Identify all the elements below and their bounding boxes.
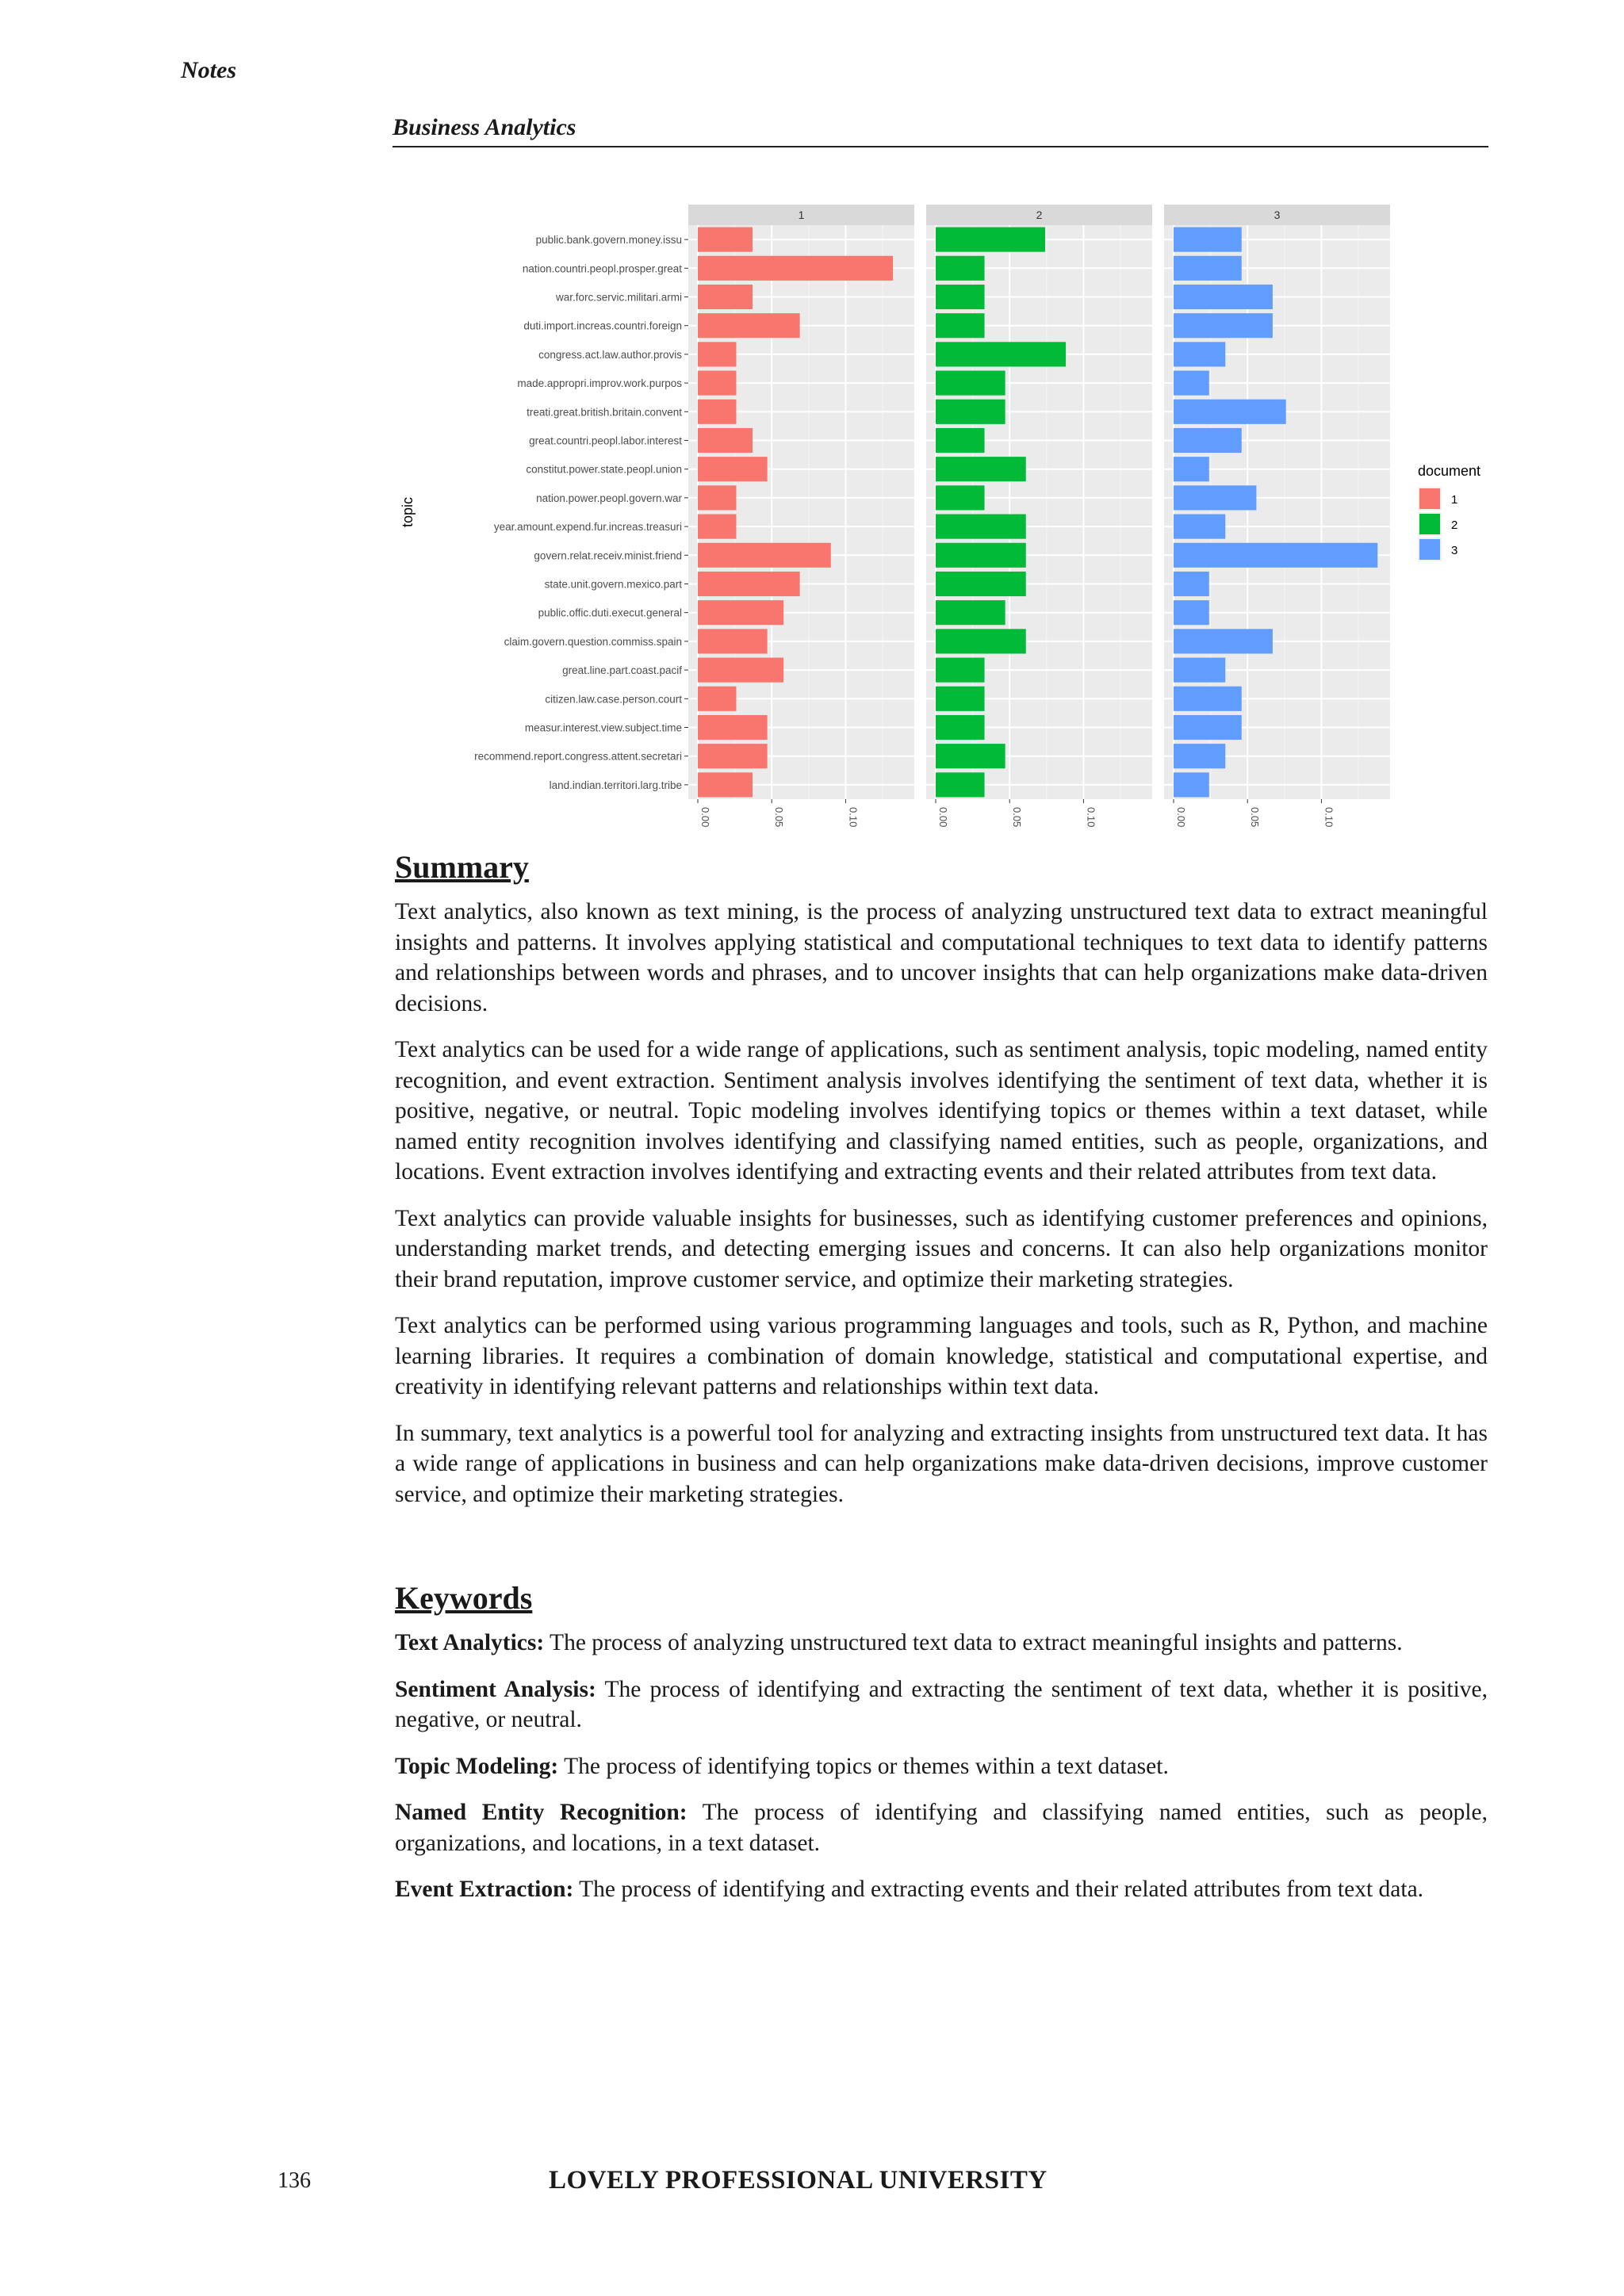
y-tick-label: made.appropri.improv.work.purpos: [517, 377, 682, 390]
bar: [698, 772, 753, 797]
y-tick-label: nation.countri.peopl.prosper.great: [522, 262, 682, 275]
y-tick-label: govern.relat.receiv.minist.friend: [534, 549, 682, 562]
bar: [1174, 457, 1209, 481]
y-axis-title: topic: [400, 496, 416, 528]
x-tick-label: 0.10: [1085, 807, 1097, 828]
bar: [1174, 715, 1242, 740]
x-tick-label: 0.05: [1011, 807, 1024, 828]
x-tick-label: 0.05: [773, 807, 786, 828]
y-tick-label: claim.govern.question.commiss.spain: [504, 635, 682, 648]
bar: [1174, 285, 1273, 309]
facet-label: 2: [1036, 209, 1043, 221]
summary-paragraph-1: Text analytics, also known as text mining, is the process of analyzing unstructured text data to extract meaningful insights and patterns. It involves applying statistical and computational techniques to text data to identify patterns and relationships between words and phrases, and to uncover insights that can help organizations make data-driven decisions.: [395, 899, 1488, 1016]
keyword-definition: The process of identifying topics or themes within a text dataset.: [558, 1753, 1169, 1779]
bar: [1174, 485, 1256, 510]
bar: [698, 457, 768, 481]
legend-label: 2: [1451, 519, 1458, 532]
y-tick-label: recommend.report.congress.attent.secretari: [474, 750, 682, 763]
bar: [698, 629, 768, 653]
bar: [936, 256, 985, 281]
bar: [698, 371, 736, 396]
y-tick-label: citizen.law.case.person.court: [545, 693, 682, 706]
bar: [936, 772, 985, 797]
y-tick-label: great.line.part.coast.pacif: [562, 664, 682, 677]
y-tick-label: land.indian.territori.larg.tribe: [549, 779, 682, 791]
keyword-entry: [395, 1797, 1488, 1858]
bar: [698, 485, 736, 510]
bar: [936, 572, 1026, 596]
bar: [698, 228, 753, 252]
keyword-definition: The process of identifying and extracting events and their related attributes from text data.: [573, 1877, 1424, 1902]
x-tick-label: 0.10: [847, 807, 860, 828]
bar: [698, 428, 753, 453]
x-tick-label: 0.00: [1175, 807, 1187, 828]
legend-label: 1: [1451, 493, 1458, 507]
y-tick-label: treati.great.british.britain.convent: [527, 406, 682, 419]
keyword-term: Topic Modeling:: [395, 1753, 559, 1779]
keyword-entry: [395, 1874, 1488, 1905]
keyword-term: Sentiment Analysis:: [395, 1676, 596, 1702]
y-tick-label: war.forc.servic.militari.armi: [555, 291, 682, 304]
y-tick-label: duti.import.increas.countri.foreign: [523, 320, 682, 332]
bar: [1174, 572, 1209, 596]
bar: [936, 658, 985, 683]
panel-background: [926, 225, 1152, 799]
bar: [936, 400, 1005, 424]
bar: [1174, 371, 1209, 396]
bar: [936, 342, 1066, 366]
panel-background: [1164, 225, 1390, 799]
keyword-definition: The process of identifying and classifying named entities, such as people, organizations, and locations, in a text dataset.: [395, 1800, 1488, 1856]
running-title: Business Analytics: [393, 114, 1488, 147]
y-tick-label: public.offic.duti.execut.general: [538, 607, 682, 619]
bar: [936, 228, 1045, 252]
bar: [1174, 342, 1225, 366]
keyword-entry: [395, 1674, 1488, 1735]
bar: [698, 400, 736, 424]
bar: [936, 428, 985, 453]
bar: [936, 744, 1005, 768]
footer-university: LOVELY PROFESSIONAL UNIVERSITY: [549, 2166, 1048, 2195]
bar: [698, 715, 768, 740]
bar: [698, 744, 768, 768]
y-tick-label: year.amount.expend.fur.increas.treasuri: [493, 521, 682, 534]
bar: [1174, 629, 1273, 653]
bar: [1174, 744, 1225, 768]
keyword-term: Named Entity Recognition:: [395, 1800, 688, 1825]
legend-swatch: [1419, 539, 1440, 560]
summary-heading: Summary: [395, 849, 529, 885]
bar: [1174, 543, 1377, 568]
y-tick-label: nation.power.peopl.govern.war: [536, 492, 682, 504]
bar: [698, 285, 753, 309]
bar: [936, 715, 985, 740]
x-tick-label: 0.05: [1249, 807, 1262, 828]
bar: [1174, 228, 1242, 252]
panel-background: [688, 225, 914, 799]
margin-notes-label: Notes: [181, 57, 236, 83]
y-tick-label: measur.interest.view.subject.time: [524, 721, 682, 734]
bar: [1174, 256, 1242, 281]
bar: [936, 457, 1026, 481]
y-tick-label: state.unit.govern.mexico.part: [544, 578, 682, 591]
topic-document-bar-chart: [381, 189, 1507, 847]
legend-label: 3: [1451, 544, 1458, 557]
keyword-entry: [395, 1628, 1488, 1659]
y-tick-label: constitut.power.state.peopl.union: [526, 463, 682, 476]
x-tick-label: 0.10: [1323, 807, 1335, 828]
y-tick-label: congress.act.law.author.provis: [538, 348, 682, 361]
legend-title: document: [1418, 463, 1481, 479]
y-tick-label: public.bank.govern.money.issu: [535, 234, 682, 247]
summary-paragraph-2: Text analytics can be used for a wide range of applications, such as sentiment analysis, topic modeling, named entity recognition, and event extraction. Sentiment analysis involves identifying the sentiment of text data, whether it is positive, negative, or neutral. Topic modeling involves identifying topics or themes within a text dataset, while named entity recognition involves identifying and classifying named entities, such as people, organizations, and locations. Event extraction involves identifying and extracting events and their related attributes from text data.: [395, 1037, 1488, 1184]
bar: [1174, 428, 1242, 453]
bar: [936, 600, 1005, 625]
keyword-term: Text Analytics:: [395, 1630, 545, 1655]
bar: [936, 285, 985, 309]
bar: [698, 515, 736, 539]
bar: [698, 313, 800, 338]
bar: [698, 543, 831, 568]
x-tick-label: 0.00: [937, 807, 949, 828]
bar: [936, 629, 1026, 653]
bar: [698, 600, 783, 625]
summary-paragraph-3: Text analytics can provide valuable insights for businesses, such as identifying customer preferences and opinions, understanding market trends, and detecting emerging issues and concerns. It can also help organizations monitor their brand reputation, improve customer service, and optimize their marketing strategies.: [395, 1205, 1488, 1292]
bar: [698, 687, 736, 711]
legend-swatch: [1419, 488, 1440, 509]
bar: [1174, 313, 1273, 338]
y-tick-label: great.countri.peopl.labor.interest: [529, 434, 682, 447]
bar: [936, 687, 985, 711]
bar: [1174, 687, 1242, 711]
x-tick-label: 0.00: [699, 807, 711, 828]
bar: [1174, 600, 1209, 625]
bar: [698, 572, 800, 596]
keyword-definition: The process of analyzing unstructured text data to extract meaningful insights and patterns.: [544, 1630, 1403, 1655]
summary-paragraph-5: In summary, text analytics is a powerful tool for analyzing and extracting insights from unstructured text data. It has a wide range of applications in business and can help organizations make data-driven decisions, improve customer service, and optimize their marketing strategies.: [395, 1420, 1488, 1507]
page-content: [395, 848, 1488, 1921]
bar: [936, 515, 1026, 539]
bar: [936, 485, 985, 510]
keywords-heading: Keywords: [395, 1580, 533, 1616]
bar: [1174, 400, 1286, 424]
facet-label: 3: [1274, 209, 1281, 221]
facet-label: 1: [798, 209, 805, 221]
bar: [936, 313, 985, 338]
bar: [936, 371, 1005, 396]
bar: [1174, 515, 1225, 539]
legend-swatch: [1419, 514, 1440, 534]
keyword-term: Event Extraction:: [395, 1877, 574, 1902]
bar: [936, 543, 1026, 568]
bar: [1174, 772, 1209, 797]
summary-paragraph-4: Text analytics can be performed using various programming languages and tools, such as R, Python, and machine learning libraries. It requires a combination of domain knowledge, statistical and computational expertise, and creativity in identifying relevant patterns and relationships within text data.: [395, 1313, 1488, 1399]
bar: [698, 342, 736, 366]
keyword-definition: The process of identifying and extracting the sentiment of text data, whether it is positive, negative, or neutral.: [395, 1676, 1488, 1732]
bar: [1174, 658, 1225, 683]
keyword-entry: [395, 1751, 1488, 1782]
bar: [698, 256, 893, 281]
bar: [698, 658, 783, 683]
page-number: 136: [278, 2168, 311, 2193]
